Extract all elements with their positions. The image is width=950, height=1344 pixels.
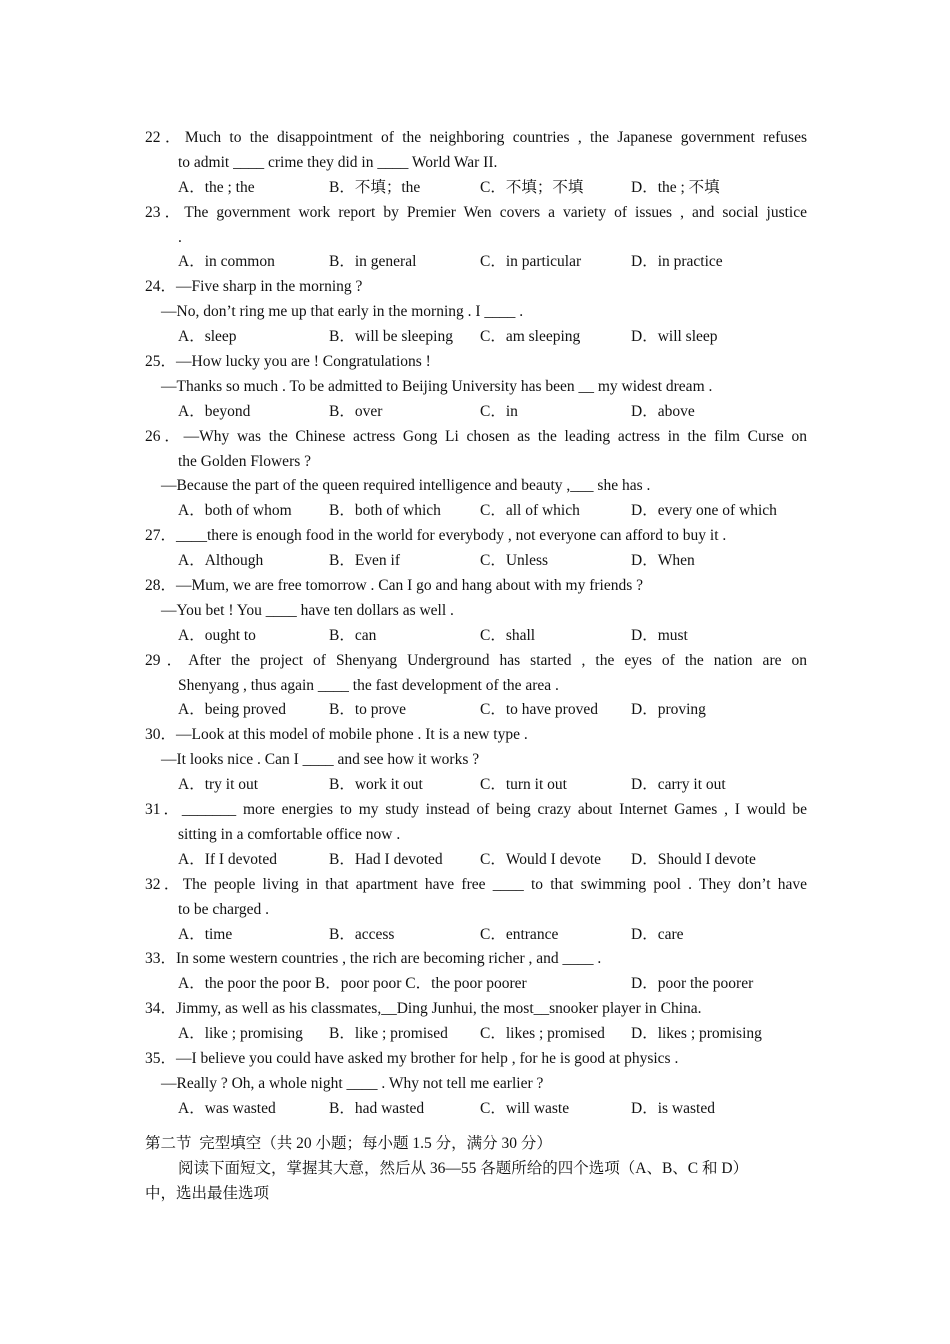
answer-option: B．can [329,626,377,644]
question-stem: 24．—Five sharp in the morning ? [145,278,363,296]
question-text-line: —Thanks so much . To be admitted to Beijing University has been __ my widest dream . [161,377,713,395]
options-row [145,325,807,350]
answer-option: B．不填；the [329,178,421,196]
options-row [145,1022,807,1047]
answer-option: C．entrance [480,925,559,943]
options-row [145,549,807,574]
answer-option: D．every one of which [631,502,777,520]
answer-option: D．When [631,552,695,570]
question-text-line: sitting in a comfortable office now . [178,825,401,843]
options-row [145,848,807,873]
answer-option: A．sleep [178,328,237,346]
question-stem: 29．After the project of Shenyang Underground has started , the eyes of the nation are on [145,651,807,669]
answer-option: B．will be sleeping [329,328,453,346]
answer-option: C．不填；不填 [480,178,584,196]
question-stem: 31．_______ more energies to my study instead of being crazy about Internet Games , I would be [145,801,807,819]
question-stem: 32．The people living in that apartment have free ____ to that swimming pool . They don’t have [145,875,807,893]
answer-option: D．proving [631,701,706,719]
answer-option: C．in [480,402,518,420]
answer-option: A．was wasted [178,1099,276,1117]
answer-option: D．is wasted [631,1099,715,1117]
options-row [145,176,807,201]
question [145,947,807,997]
question-text-line: Shenyang , thus again ____ the fast development of the area . [178,676,559,694]
answer-option: C．Unless [480,552,549,570]
answer-option: C．shall [480,626,536,644]
answer-option: D．will sleep [631,328,718,346]
question-text-line: to be charged . [178,900,269,918]
answer-option: D．likes ; promising [631,1025,762,1043]
answer-option: D．must [631,626,688,644]
question-stem: 34．Jimmy, as well as his classmates,__Ding Junhui, the most__snooker player in China. [145,1000,702,1018]
answer-option: B．over [329,402,383,420]
section-heading: 第二节 完型填空（共 20 小题；每小题 1.5 分，满分 30 分） [145,1135,552,1152]
answer-option: B．in general [329,253,417,271]
answer-option: D．care [631,925,684,943]
options-row [145,400,807,425]
answer-option: B．both of which [329,502,441,520]
options-row [145,250,807,275]
answer-option: A．in common [178,253,275,271]
options-row [145,773,807,798]
section-instruction-line-1: 阅读下面短文，掌握其大意，然后从 36—55 各题所给的四个选项（A、B、C 和 D） [178,1159,749,1177]
answer-option: C．turn it out [480,776,567,794]
question-text-line: —Really ? Oh, a whole night ____ . Why not tell me earlier ? [161,1074,544,1092]
section-instruction-line-2: 中，选出最佳选项 [145,1184,270,1202]
options-row [145,972,807,997]
question [145,798,807,873]
question-stem: 22．Much to the disappointment of the neighboring countries , the Japanese government refuses [145,129,807,146]
question-stem: 27．____there is enough food in the world for everybody , not everyone can afford to buy it . [145,527,727,545]
question [145,649,807,724]
answer-option: A．If I devoted [178,850,277,868]
answer-option: B．Even if [329,552,401,570]
answer-option: A．being proved [178,701,287,719]
question-text-line: —You bet ! You ____ have ten dollars as well . [161,601,454,619]
answer-option: B．like ; promised [329,1025,448,1043]
question-text-line: —No, don’t ring me up that early in the morning . I ____ . [161,303,524,321]
answer-option: A．like ; promising [178,1025,303,1043]
answer-option: A．time [178,925,233,943]
question [145,350,807,425]
answer-option: D．the ; 不填 [631,178,720,196]
question-text-line: to admit ____ crime they did in ____ World War II. [178,153,498,171]
question-stem: 23．The government work report by Premier Wen covers a variety of issues , and social justice [145,203,807,221]
answer-option: A．ought to [178,626,256,644]
question [145,873,807,948]
question [145,723,807,798]
answer-option: A．the poor the poor B．poor poor C．the poor poorer [178,975,527,993]
options-row [145,1097,807,1122]
question-text-line: —Because the part of the queen required intelligence and beauty ,___ she has . [161,477,651,495]
question-text-line: —It looks nice . Can I ____ and see how it works ? [161,751,480,769]
answer-option: B．access [329,925,395,943]
answer-option: C．to have proved [480,701,598,719]
answer-option: D．Should I devote [631,850,756,868]
answer-option: A．try it out [178,776,259,794]
question-stem: 25．—How lucky you are ! Congratulations ! [145,353,431,371]
cloze-section [145,1132,807,1207]
options-row [145,624,807,649]
options-row [145,698,807,723]
question-stem: 35．—I believe you could have asked my brother for help , for he is good at physics . [145,1049,679,1067]
answer-option: A．beyond [178,402,251,420]
question-stem: 33．In some western countries , the rich are becoming richer , and ____ . [145,950,602,968]
answer-option: A．the ; the [178,178,255,196]
answer-option: C．all of which [480,502,580,520]
answer-option: B．work it out [329,776,423,794]
answer-option: D．carry it out [631,776,726,794]
question [145,275,807,350]
answer-option: A．Although [178,552,264,570]
question-list [145,126,807,1122]
options-row [145,499,807,524]
answer-option: B．had wasted [329,1099,425,1117]
answer-option: C．Would I devote [480,850,602,868]
answer-option: C．am sleeping [480,328,581,346]
question [145,1047,807,1122]
answer-option: D．in practice [631,253,723,271]
answer-option: B．to prove [329,701,407,719]
question [145,574,807,649]
question-text-line: . [178,228,182,246]
question [145,425,807,525]
question-stem: 28．—Mum, we are free tomorrow . Can I go and hang about with my friends ? [145,577,644,595]
question-stem: 30．—Look at this model of mobile phone . It is a new type . [145,726,528,744]
question [145,201,807,276]
options-row [145,923,807,948]
answer-option: C．in particular [480,253,582,271]
answer-option: D．above [631,402,695,420]
answer-option: C．likes ; promised [480,1025,605,1043]
question-text-line: the Golden Flowers ? [178,452,312,470]
question [145,524,807,574]
answer-option: A．both of whom [178,502,292,520]
question [145,126,807,201]
answer-option: B．Had I devoted [329,850,443,868]
answer-option: D．poor the poorer [631,975,754,993]
question-stem: 26．—Why was the Chinese actress Gong Li chosen as the leading actress in the film Curse on [145,427,807,445]
answer-option: C．will waste [480,1099,570,1117]
question [145,997,807,1047]
